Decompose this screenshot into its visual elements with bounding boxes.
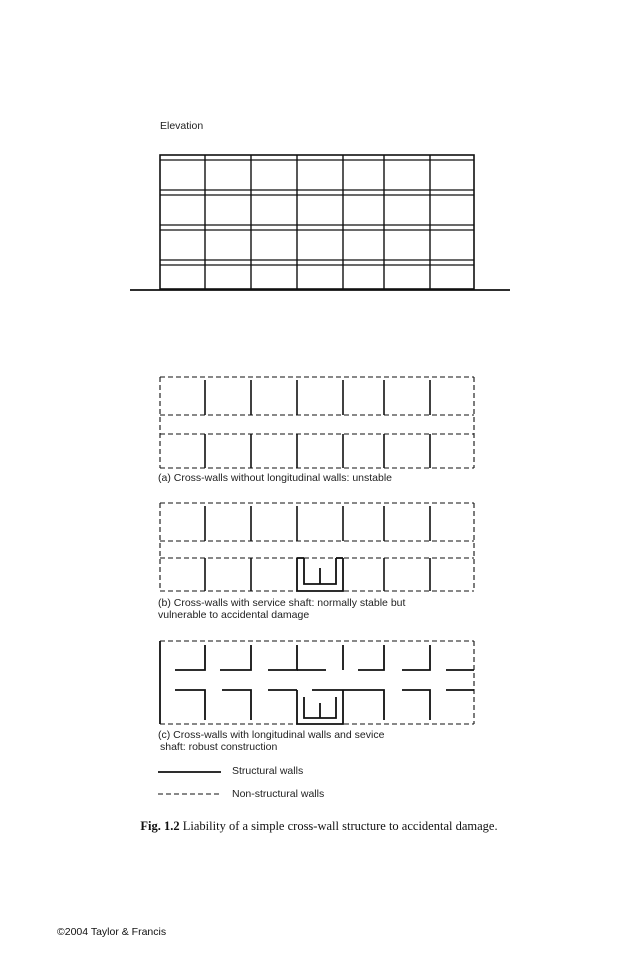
legend-non-structural-label: Non-structural walls: [232, 788, 325, 800]
elevation-title: Elevation: [160, 120, 204, 132]
elevation-diagram: [130, 155, 510, 290]
elevation-frame: [160, 155, 474, 289]
plan-c-dashed-walls: [160, 641, 474, 724]
figure-number: Fig. 1.2: [140, 819, 180, 833]
plan-a-cross-walls: [205, 380, 430, 468]
plan-c: [160, 641, 474, 724]
plan-a-dashed-walls: [160, 377, 474, 468]
legend-structural-label: Structural walls: [232, 765, 304, 777]
plan-b-cross-walls: [205, 506, 430, 591]
copyright-footer: ©2004 Taylor & Francis: [57, 926, 167, 938]
plan-a: [160, 377, 474, 468]
figure-caption-text: Liability of a simple cross-wall structure to accidental damage.: [182, 819, 498, 833]
plan-b: [160, 503, 474, 591]
plan-c-caption-line2: shaft: robust construction: [160, 741, 278, 753]
elevation-cross-walls: [205, 155, 430, 289]
plan-b-caption-line1: (b) Cross-walls with service shaft: normally stable but: [158, 597, 406, 609]
plan-b-caption-line2: vulnerable to accidental damage: [158, 609, 310, 621]
elevation-floors: [160, 160, 474, 265]
plan-a-caption: (a) Cross-walls without longitudinal walls: unstable: [158, 472, 393, 484]
figure-caption: [0, 819, 638, 834]
plan-c-structural-walls: [160, 641, 474, 724]
plan-b-service-shaft: [297, 558, 343, 591]
plan-b-dashed-walls: [160, 503, 474, 591]
plan-c-caption-line1: (c) Cross-walls with longitudinal walls and sevice: [158, 729, 385, 741]
